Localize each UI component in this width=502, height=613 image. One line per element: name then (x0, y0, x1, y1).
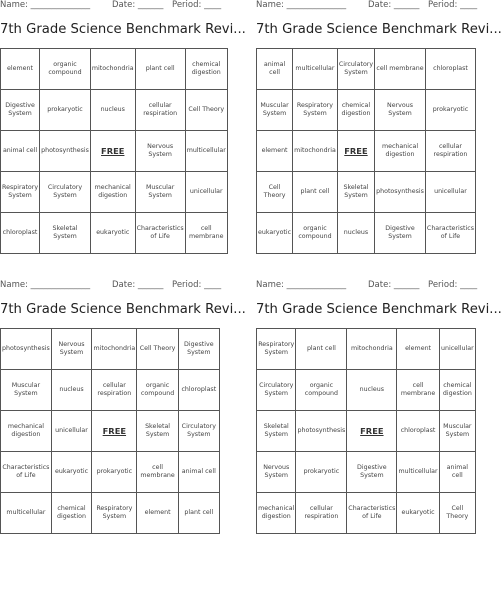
bingo-grid (256, 48, 476, 254)
card-header (256, 0, 476, 12)
grid-row (1, 90, 228, 131)
grid-cell: chemical digestion (439, 370, 475, 411)
grid-cell: cell membrane (185, 213, 227, 254)
grid-row (1, 213, 228, 254)
grid-cell: multicellular (1, 493, 52, 534)
grid-cell: plant cell (293, 172, 338, 213)
free-space: FREE (92, 411, 137, 452)
card-title: 7th Grade Science Benchmark Revi... (0, 22, 246, 37)
grid-cell: Nervous System (257, 452, 296, 493)
card-header (0, 0, 220, 12)
grid-cell: Characteristics of Life (135, 213, 185, 254)
period-field: Period: ____ (172, 0, 222, 10)
grid-cell: multicellular (293, 49, 338, 90)
grid-cell: animal cell (1, 131, 40, 172)
period-field: Period: ____ (428, 0, 478, 10)
grid-cell: mechanical digestion (375, 131, 426, 172)
grid-cell: chemical digestion (185, 49, 227, 90)
grid-cell: Digestive System (1, 90, 40, 131)
grid-cell: unicellular (51, 411, 91, 452)
grid-cell: Muscular System (1, 370, 52, 411)
grid-cell: chloroplast (425, 49, 475, 90)
grid-cell: plant cell (296, 329, 347, 370)
grid-row (257, 131, 476, 172)
grid-cell: nucleus (337, 213, 374, 254)
grid-cell: Respiratory System (293, 90, 338, 131)
grid-cell: Respiratory System (1, 172, 40, 213)
grid-row (257, 452, 476, 493)
grid-cell: Digestive System (178, 329, 219, 370)
period-field: Period: ____ (428, 280, 478, 290)
grid-cell: Circulatory System (257, 370, 296, 411)
grid-cell: eukaryotic (257, 213, 293, 254)
name-field: Name: ______________ (0, 280, 91, 290)
grid-cell: cell membrane (375, 49, 426, 90)
grid-cell: Skeletal System (337, 172, 374, 213)
grid-cell: animal cell (439, 452, 475, 493)
grid-row (257, 49, 476, 90)
grid-row (257, 172, 476, 213)
grid-cell: Digestive System (375, 213, 426, 254)
grid-cell: plant cell (135, 49, 185, 90)
grid-cell: photosynthesis (40, 131, 91, 172)
grid-cell: prokaryotic (40, 90, 91, 131)
grid-cell: Nervous System (51, 329, 91, 370)
grid-cell: nucleus (90, 90, 135, 131)
grid-cell: organic compound (137, 370, 178, 411)
card-header (256, 280, 476, 292)
grid-cell: animal cell (257, 49, 293, 90)
grid-cell: mitochondria (90, 49, 135, 90)
period-field: Period: ____ (172, 280, 222, 290)
grid-cell: Characteristics of Life (347, 493, 397, 534)
grid-cell: animal cell (178, 452, 219, 493)
grid-cell: prokaryotic (425, 90, 475, 131)
card-title: 7th Grade Science Benchmark Revi... (256, 302, 502, 317)
grid-cell: chemical digestion (337, 90, 374, 131)
grid-row (257, 411, 476, 452)
grid-cell: Muscular System (439, 411, 475, 452)
grid-cell: Respiratory System (257, 329, 296, 370)
grid-cell: Muscular System (257, 90, 293, 131)
name-field: Name: ______________ (0, 0, 91, 10)
grid-cell: multicellular (397, 452, 439, 493)
grid-row (257, 213, 476, 254)
grid-cell: eukaryotic (90, 213, 135, 254)
free-space: FREE (90, 131, 135, 172)
grid-cell: unicellular (425, 172, 475, 213)
card-header (0, 280, 220, 292)
grid-cell: element (257, 131, 293, 172)
grid-cell: Cell Theory (257, 172, 293, 213)
grid-cell: Cell Theory (137, 329, 178, 370)
grid-cell: Characteristics of Life (425, 213, 475, 254)
bingo-grid (0, 328, 220, 534)
free-space: FREE (337, 131, 374, 172)
grid-cell: unicellular (439, 329, 475, 370)
date-field: Date: ______ (112, 0, 164, 10)
grid-cell: organic compound (296, 370, 347, 411)
grid-row (1, 493, 220, 534)
grid-cell: Characteristics of Life (1, 452, 52, 493)
grid-cell: cell membrane (137, 452, 178, 493)
grid-row (1, 411, 220, 452)
grid-cell: chloroplast (178, 370, 219, 411)
grid-row (1, 452, 220, 493)
grid-cell: Cell Theory (185, 90, 227, 131)
grid-cell: cell membrane (397, 370, 439, 411)
grid-cell: nucleus (347, 370, 397, 411)
grid-cell: mechanical digestion (1, 411, 52, 452)
grid-cell: element (137, 493, 178, 534)
grid-cell: eukaryotic (51, 452, 91, 493)
date-field: Date: ______ (368, 0, 420, 10)
grid-cell: Skeletal System (257, 411, 296, 452)
grid-cell: chloroplast (1, 213, 40, 254)
grid-row (1, 172, 228, 213)
grid-cell: prokaryotic (296, 452, 347, 493)
grid-cell: organic compound (293, 213, 338, 254)
grid-cell: Nervous System (375, 90, 426, 131)
free-space: FREE (347, 411, 397, 452)
grid-cell: Skeletal System (40, 213, 91, 254)
grid-cell: cellular respiration (135, 90, 185, 131)
grid-cell: nucleus (51, 370, 91, 411)
grid-cell: mitochondria (347, 329, 397, 370)
grid-cell: mitochondria (293, 131, 338, 172)
grid-cell: plant cell (178, 493, 219, 534)
bingo-grid (0, 48, 228, 254)
grid-cell: mechanical digestion (257, 493, 296, 534)
bingo-grid (256, 328, 476, 534)
grid-row (1, 370, 220, 411)
grid-cell: Muscular System (135, 172, 185, 213)
grid-row (1, 131, 228, 172)
grid-row (1, 329, 220, 370)
grid-cell: cellular respiration (425, 131, 475, 172)
grid-cell: Respiratory System (92, 493, 137, 534)
grid-row (257, 370, 476, 411)
grid-cell: element (397, 329, 439, 370)
grid-cell: cellular respiration (92, 370, 137, 411)
grid-cell: Circulatory System (337, 49, 374, 90)
name-field: Name: ______________ (256, 280, 347, 290)
date-field: Date: ______ (112, 280, 164, 290)
grid-cell: chemical digestion (51, 493, 91, 534)
card-title: 7th Grade Science Benchmark Revi... (0, 302, 246, 317)
grid-cell: photosynthesis (296, 411, 347, 452)
grid-cell: photosynthesis (1, 329, 52, 370)
grid-cell: Skeletal System (137, 411, 178, 452)
grid-cell: element (1, 49, 40, 90)
grid-row (257, 493, 476, 534)
date-field: Date: ______ (368, 280, 420, 290)
grid-cell: Digestive System (347, 452, 397, 493)
grid-cell: mitochondria (92, 329, 137, 370)
grid-cell: chloroplast (397, 411, 439, 452)
grid-cell: Cell Theory (439, 493, 475, 534)
grid-row (257, 90, 476, 131)
card-title: 7th Grade Science Benchmark Revi... (256, 22, 502, 37)
grid-cell: Nervous System (135, 131, 185, 172)
name-field: Name: ______________ (256, 0, 347, 10)
grid-cell: Circulatory System (40, 172, 91, 213)
grid-cell: mechanical digestion (90, 172, 135, 213)
grid-cell: multicellular (185, 131, 227, 172)
grid-cell: cellular respiration (296, 493, 347, 534)
grid-cell: prokaryotic (92, 452, 137, 493)
grid-cell: Circulatory System (178, 411, 219, 452)
grid-cell: eukaryotic (397, 493, 439, 534)
grid-cell: photosynthesis (375, 172, 426, 213)
grid-cell: organic compound (40, 49, 91, 90)
grid-row (257, 329, 476, 370)
grid-row (1, 49, 228, 90)
grid-cell: unicellular (185, 172, 227, 213)
